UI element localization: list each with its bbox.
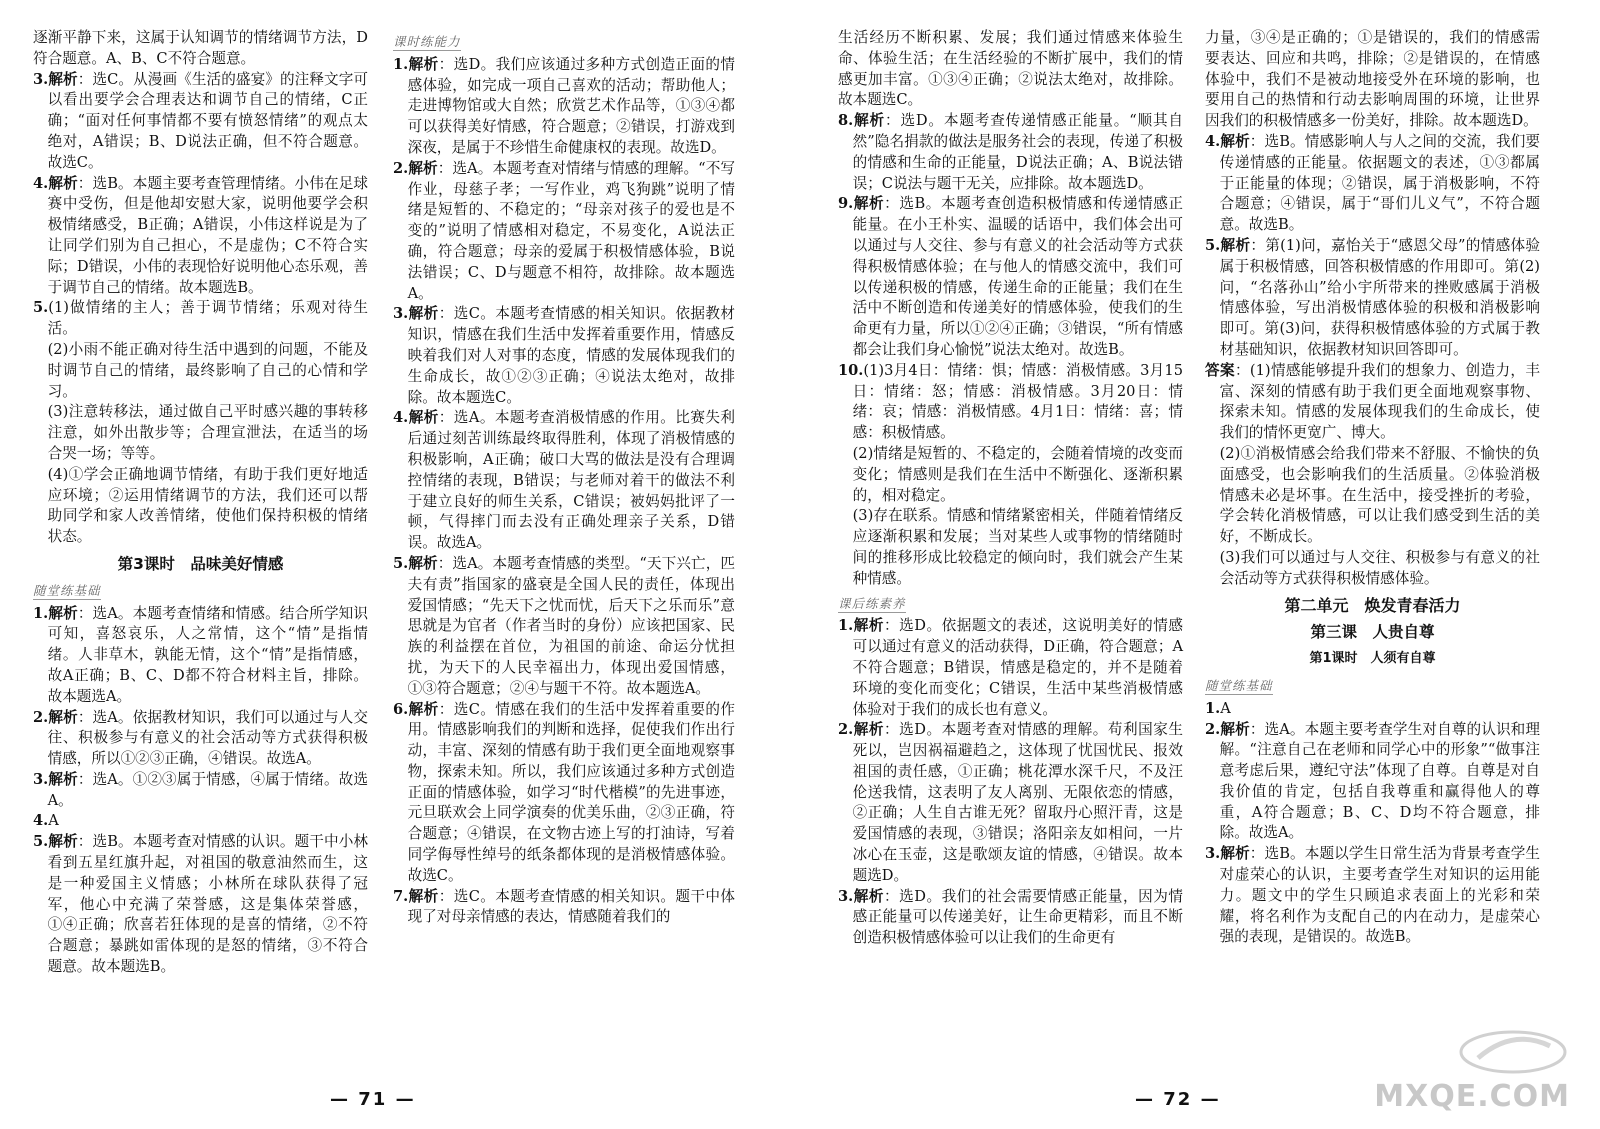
continued-text: 逐渐平静下来，这属于认知调节的情绪调节方法，D符合题意。A、B、C不符合题意。 [33,29,368,67]
answer-text: ：选C。从漫画《生活的盛宴》的注释文字可以看出要学会合理表达和调节自己的情绪，C正确；“面对任何事情都不要有愤怒情绪”的观点太绝对，A错误；B、D说法正确，但不符合题意。故选C。 [47,70,368,171]
question-number: 2. [33,708,49,726]
section-label-text: 随堂练基础 [33,582,101,598]
answer-text: ：第(1)问，嘉怡关于“感恩父母”的情感体验属于积极情感，回答积极情感的作用即可。第(2)问，“名落孙山”给小宇所带来的挫败感属于消极情感体验，写出消极情感体验的积极和消极影响即可。第(3)问，获得积极情感体验的方式属于教材基础知识，依据教材知识回答即可。 [1219,236,1540,358]
answer-label: 解析 [408,159,438,177]
answer-text: ：选A。①②③属于情感，④属于情绪。故选A。 [47,770,368,809]
question-number: 3. [393,305,409,323]
question-answer [33,811,368,832]
section-label [1205,676,1540,697]
answer-text: ：选A。本题主要考查学生对自尊的认识和理解。“注意自己在老师和同学心中的形象”“做事注意考虑后果，遵纪守法”体现了自尊。自尊是对自我价值的肯定，包括自我尊重和赢得他人的尊重，A符合题意；B、C、D均不符合题意，排除。故选A。 [1219,720,1540,842]
answer-label: 解析 [48,604,78,622]
page-number-left: — 71 — [330,1089,416,1110]
question-answer [33,298,368,340]
answer-label: 答案 [1205,361,1235,379]
sub-answer: (3)存在联系。情感和情绪紧密相关，伴随着情绪反应逐渐积累和发展；当对某些人或事物的情绪随时间的推移形成比较稳定的倾向时，我们就会产生某种情感。 [852,507,1183,587]
question-number: 2. [1205,720,1221,738]
question-number: 3. [33,70,49,88]
question-number: 4. [393,409,409,427]
answer-label: 解析 [1220,236,1251,254]
question-number: 3. [838,887,854,905]
sub-answer: (4)①学会正确地调节情绪，有助于我们更好地适应环境；②运用情绪调节的方法，我们还可以帮助同学和家人改善情绪，使他们保持积极的情绪状态。 [47,465,368,546]
sub-answer: (3)我们可以通过与人交往、积极参与有意义的社会活动等方式获得积极情感体验。 [1219,548,1540,587]
question-number: 3. [33,770,49,788]
question-answer [838,887,1183,949]
lesson-heading: 第三课 人贵自尊 [1310,623,1435,642]
answer-label: 解析 [853,112,885,130]
answer-text: ：选A。本题考查情感的类型。“天下兴亡，匹夫有责”指国家的盛衰是全国人民的责任，体现出爱国情感；“先天下之忧而忧，后天下之乐而乐”意思就是为官者（作者当时的身份）应该把国家、民族的利益摆在首位，为祖国的前途、命运分忧担扰，为天下的人民幸福出力，体现出爱国情感，①③符合题意；②④与题干不符。故本题选A。 [407,554,735,697]
answer-label: 解析 [48,708,78,726]
sub-answer: (2)①消极情感会给我们带来不舒服、不愉快的负面感受，也会影响我们的生活质量。②体验消极情感未必是坏事。在生活中，接受挫折的考验，学会转化消极情感，可以让我们感受到生活的美好，不断成长。 [1219,444,1540,546]
watermark-text: MXQE.COM [1374,1079,1570,1114]
answer-text: (1)做情绪的主人；善于调节情绪；乐观对待生活。 [47,299,368,338]
section-label-text: 课时练能力 [393,34,461,49]
question-number: 1. [33,604,49,622]
period-heading: 第1课时 人须有自尊 [1309,651,1436,667]
question-number: 6. [393,700,409,718]
continued-text: 生活经历不断积累、发展；我们通过情感来体验生命、体验生活；在生活经验的不断扩展中，我们的情感更加丰富。①③④正确；②说法太绝对，故排除。故本题选C。 [838,29,1183,109]
section-label-text: 课后练素养 [838,595,906,611]
answer-label: 解析 [853,721,885,739]
answer-label: 解析 [408,554,438,572]
question-number: 5. [1205,236,1221,254]
question-answer [1205,361,1540,444]
answer-text: ：选B。本题考查创造积极情感和传递情感正能量。在小王朴实、温暖的话语中，我们体会出可以通过与人交往、参与有意义的社会活动等方式获得积极情感体验；在与他人的情感交流中，我们可以传递积极的情感，传递生命的正能量；我们在生活中不断创造和传递美好的情感体验，使我们的生命更有力量，所以①②④正确；③错误，“所有情感都会让我们身心愉悦”说法太绝对。故选B。 [852,195,1183,358]
question-answer [838,111,1183,194]
question-answer [393,55,735,159]
answer-text: ：选B。情感影响人与人之间的交流，我们要传递情感的正能量。依据题文的表述，①③都属于正能量的体现；②错误，属于消极影响，不符合题意；④错误，属于“哥们儿义气”，不符合题意。故选B。 [1219,132,1540,234]
question-answer [393,700,735,887]
answer-text: ：选B。本题以学生日常生活为背景考查学生对虚荣心的认识，主要考查学生对知识的运用能力。题文中的学生只顾追求表面上的光彩和荣耀，将名利作为支配自己的内在动力，是虚荣心强的表现，是错误的。故选B。 [1219,845,1540,946]
answer-label: 解析 [48,174,78,192]
answer-text: A [1220,699,1231,717]
question-number: 3. [1205,845,1221,863]
answer-text: ：选A。本题考查对情绪与情感的理解。“不写作业，母慈子孝；一写作业，鸡飞狗跳”说明了情绪是短暂的、不稳定的；“母亲对孩子的爱也是不变的”说明了情感相对稳定，不易变化，A说法正确，符合题意；母亲的爱属于积极情感体验，B说法错误；C、D与题意不相符，故排除。故本题选A。 [407,159,735,302]
answer-label: 解析 [1220,132,1250,150]
question-number: 5. [393,554,409,572]
left-page-column-1 [33,28,368,978]
answer-text: A [48,812,59,830]
question-number: 2. [393,159,409,177]
answer-text: ：(1)情感能够提升我们的想象力、创造力，丰富、深刻的情感有助于我们更全面地观察事物、探索未知。情感的发展体现我们的生命成长，使我们的情怀更宽广、博大。 [1219,361,1540,442]
question-answer [33,832,368,978]
watermark-logo-icon [1458,1028,1568,1076]
answer-label: 解析 [48,833,78,851]
answer-label: 解析 [48,70,78,88]
question-answer [393,304,735,408]
question-number: 9. [838,195,854,213]
answer-text: ：选A。本题考查情绪和情感。结合所学知识可知，喜怒哀乐，人之常情，这个“情”是指情绪。人非草木，孰能无情，这个“情”是指情感，故A正确；B、C、D都不符合材料主旨，排除。故本题选A。 [47,604,368,705]
answer-label: 解析 [1220,720,1250,738]
answer-label: 解析 [1220,845,1250,863]
question-number: 2. [838,721,854,739]
question-answer [393,408,735,554]
question-number: 7. [393,887,409,905]
answer-label: 解析 [853,887,885,905]
question-number: 8. [838,112,854,130]
answer-text: ：选D。本题考查对情感的理解。苟利国家生死以，岂因祸福避趋之，这体现了忧国忧民、报效祖国的责任感，①正确；桃花潭水深千尺，不及汪伦送我情，这表明了友人离别、无限依恋的情感，②正确；人生自古谁无死？留取丹心照汗青，这是爱国情感的表现，③错误；洛阳亲友如相问，一片冰心在玉壶，这是歌颂友谊的情感，④错误。故本题选D。 [852,721,1183,884]
question-answer [1205,844,1540,948]
right-page-column-2 [1205,28,1540,948]
answer-text: ：选C。情感在我们的生活中发挥着重要的作用。情感影响我们的判断和选择，促使我们作出行动，丰富、深刻的情感有助于我们更全面地观察事物，探索未知。所以，我们应该通过多种方式创造正面的情感体验，如学习“时代楷模”的先进事迹，元旦联欢会上同学演奏的优美乐曲，②③正确，符合题意；④错误，在文物古迹上写的打油诗，写着同学侮辱性绰号的纸条都体现的是消极情感体验。故选C。 [407,700,735,884]
answer-text: ：选D。本题考查传递情感正能量。“顺其自然”隐名捐款的做法是服务社会的表现，传递了积极的情感和生命的正能量，D说法正确；A、B说法错误；C说法与题干无关，应排除。故本题选D。 [852,112,1183,192]
answer-text: ：选D。我们应该通过多种方式创造正面的情感体验，如完成一项自己喜欢的活动；帮助他人；走进博物馆或大自然；欣赏艺术作品等，①③④都可以获得美好情感，符合题意；②错误，打游戏到深夜，是属于不珍惜生命健康权的表现。故选D。 [407,55,735,156]
answer-label: 解析 [408,887,439,905]
answer-label: 解析 [48,770,78,788]
section-label [33,581,368,602]
answer-text: ：选C。本题考查情感的相关知识。依据教材知识，情感在我们生活中发挥着重要作用，情感反映着我们对人对事的态度，情感的发展体现我们的生命成长，故①②③正确；④说法太绝对，故排除。故本题选C。 [407,305,735,406]
question-answer [33,708,368,770]
question-answer [1205,720,1540,845]
section-label [838,594,1183,615]
question-number: 1. [838,617,854,635]
left-page [0,0,795,1129]
question-number: 5. [33,833,49,851]
question-answer [393,887,735,929]
lesson-heading: 第3课时 品味美好情感 [117,554,284,573]
question-answer [393,554,735,700]
question-number: 5. [33,299,49,317]
continued-text: 力量，③④是正确的；①是错误的，我们的情感需要表达、回应和共鸣，排除；②是错误的，在情感体验中，我们不是被动地接受外在环境的影响，也要用自己的热情和行动去影响周围的环境，让世界因我们的积极情感多一份美好，排除。故本题选D。 [1205,29,1540,130]
left-page-column-2 [393,28,735,928]
question-answer [838,720,1183,886]
answer-text: ：选A。本题考查消极情感的作用。比赛失利后通过刻苦训练最终取得胜利，体现了消极情感的积极影响，A正确；破口大骂的做法是没有合理调控情绪的表现，B错误；与老师对着干的做法不利于建立良好的师生关系，C错误；被妈妈批评了一顿，气得摔门而去没有正确处理亲子关系，D错误。故选A。 [407,409,735,552]
answer-text: ：选B。本题考查对情感的认识。题干中小林看到五星红旗升起，对祖国的敬意油然而生，这是一种爱国主义情感；小林所在球队获得了冠军，他心中充满了荣誉感，这是集体荣誉感，①④正确；欣喜若狂体现的是喜的情绪，②不符合题意；暴跳如雷体现的是怒的情绪，③不符合题意。故本题选B。 [47,833,368,976]
question-answer [838,361,1183,444]
sub-answer: (3)注意转移法，通过做自己平时感兴趣的事转移注意，如外出散步等；合理宣泄法，在适当的场合哭一场；等等。 [47,403,368,462]
question-number: 4. [1205,132,1221,150]
question-number: 4. [33,174,49,192]
question-number: 1. [1205,699,1221,717]
unit-heading: 第二单元 焕发青春活力 [1284,595,1461,615]
right-page [805,0,1600,1129]
question-answer [1205,132,1540,236]
answer-label: 解析 [408,700,439,718]
question-answer [1205,699,1540,720]
question-answer [393,159,735,305]
answer-text: ：选D。我们的社会需要情感正能量，因为情感正能量可以传递美好，让生命更精彩，而且不断创造积极情感体验可以让我们的生命更有 [852,887,1183,947]
question-number: 4. [33,812,49,830]
right-page-column-1 [838,28,1183,949]
answer-label: 解析 [408,409,439,427]
answer-label: 解析 [408,305,439,323]
answer-label: 解析 [853,617,885,635]
answer-label: 解析 [853,195,885,213]
question-answer [33,70,368,174]
section-label-text: 随堂练基础 [1205,677,1273,693]
answer-text: ：选C。本题考查情感的相关知识。题干中体现了对母亲情感的表达，情感随着我们的 [407,887,735,926]
question-answer [1205,236,1540,361]
answer-label: 解析 [408,55,439,73]
sub-answer: (2)情绪是短暂的、不稳定的，会随着情境的改变而变化；情感则是我们在生活中不断强化、逐渐积累的，相对稳定。 [852,444,1183,504]
question-answer [838,616,1183,720]
question-number: 10. [838,361,864,379]
page-number-right: — 72 — [1135,1089,1221,1110]
answer-text: ：选A。依据教材知识，我们可以通过与人交往、积极参与有意义的社会活动等方式获得积极情感，所以①②③正确，④错误。故选A。 [47,708,368,768]
question-number: 1. [393,55,409,73]
section-label [393,32,735,53]
sub-answer: (2)小雨不能正确对待生活中遇到的问题，不能及时调节自己的情绪，最终影响了自己的心情和学习。 [47,340,368,400]
question-answer [33,174,368,299]
answer-text: (1)3月4日：情绪：惧；情感：消极情感。3月15日：情绪：怒；情感：消极情感。3月20日：情绪：哀；情感：消极情感。4月1日：情绪：喜；情感：积极情感。 [852,361,1183,442]
answer-text: ：选B。本题主要考查管理情绪。小伟在足球赛中受伤，但是他却安慰大家，说明他要学会积极情绪感受，B正确；A错误，小伟这样说是为了让同学们别为自己担心，不是虚伪；C不符合实际；D错误，小伟的表现恰好说明他心态乐观，善于调节自己的情绪。故本题选B。 [47,174,368,296]
answer-text: ：选D。依据题文的表述，这说明美好的情感可以通过有意义的活动获得，D正确，符合题意；A不符合题意；B错误，情感是稳定的，并不是随着环境的变化而变化；C错误，生活中某些消极情感体验对于我们的成长也有意义。 [852,617,1183,718]
question-answer [838,194,1183,360]
site-watermark [1340,1024,1580,1114]
question-answer [33,604,368,708]
question-answer [33,770,368,812]
